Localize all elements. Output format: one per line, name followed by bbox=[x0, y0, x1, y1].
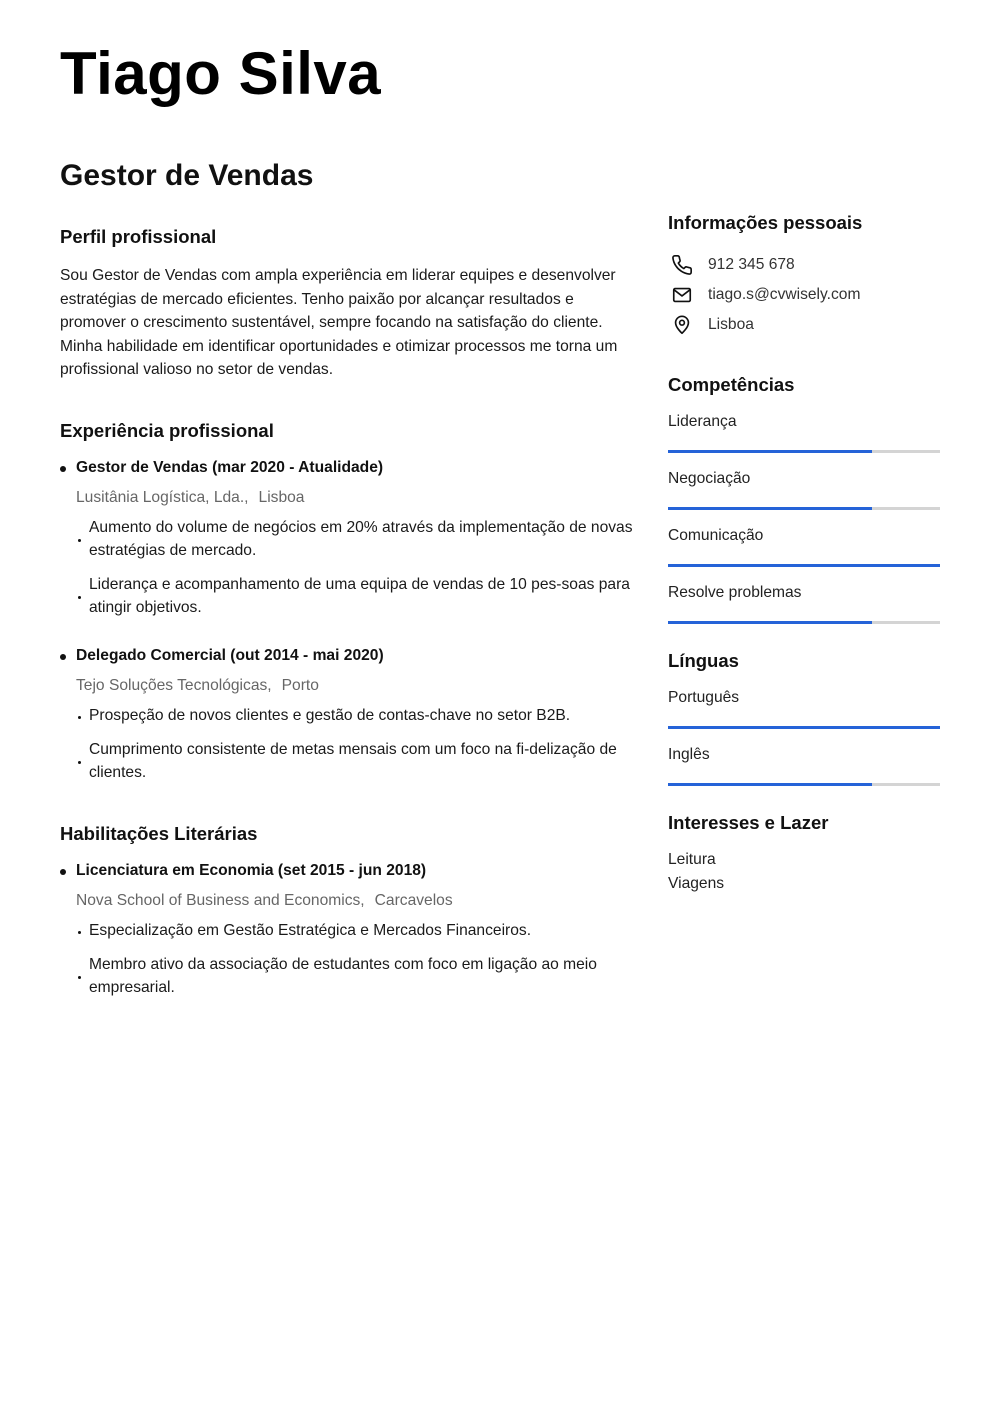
contact-phone bbox=[668, 250, 940, 280]
experience-title: Gestor de Vendas (mar 2020 - Atualidade) bbox=[60, 454, 635, 482]
hobbies-section bbox=[668, 808, 940, 896]
experience-bullets bbox=[60, 704, 635, 785]
experience-company: Tejo Soluções Tecnológicas, bbox=[76, 676, 272, 694]
sidebar-column bbox=[668, 208, 940, 896]
language-bar bbox=[668, 726, 940, 729]
education-bullet: Especialização em Gestão Estratégica e Mercados Financeiros. bbox=[76, 919, 635, 943]
skill-bar-fill bbox=[668, 507, 872, 510]
hobbies-heading: Interesses e Lazer bbox=[668, 812, 829, 833]
experience-location: Porto bbox=[281, 676, 319, 694]
language-label: Português bbox=[668, 689, 740, 706]
skill-bar bbox=[668, 507, 940, 510]
experience-heading: Experiência profissional bbox=[60, 419, 274, 441]
experience-section bbox=[60, 416, 635, 785]
contact-location-text: Lisboa bbox=[708, 316, 754, 333]
contact-email-text: tiago.s@cvwisely.com bbox=[708, 286, 861, 303]
skill-item bbox=[668, 410, 940, 453]
skill-label: Resolve problemas bbox=[668, 584, 802, 601]
contact-location bbox=[668, 310, 940, 340]
experience-location: Lisboa bbox=[258, 488, 305, 506]
experience-bullet: Cumprimento consistente de metas mensais com um foco na fi-delização de clientes. bbox=[76, 738, 635, 785]
experience-bullets bbox=[60, 516, 635, 620]
skill-label: Comunicação bbox=[668, 527, 764, 544]
skill-bar-fill bbox=[668, 621, 872, 624]
experience-company-line bbox=[60, 672, 635, 700]
contact-phone-text: 912 345 678 bbox=[708, 256, 795, 273]
education-bullet: Membro ativo da associação de estudantes com foco em ligação ao meio empresarial. bbox=[76, 953, 635, 1000]
language-bar-fill bbox=[668, 726, 940, 729]
experience-bullet: Aumento do volume de negócios em 20% através da implementação de novas estratégias de mercado. bbox=[76, 516, 635, 563]
hobby-item: Viagens bbox=[668, 875, 725, 892]
experience-bullet: Liderança e acompanhamento de uma equipa de vendas de 10 pes-soas para atingir objetivos. bbox=[76, 573, 635, 620]
profile-heading: Perfil profissional bbox=[60, 226, 217, 247]
experience-company-line bbox=[60, 484, 635, 512]
skill-bar bbox=[668, 621, 940, 624]
languages-section bbox=[668, 646, 940, 786]
language-bar bbox=[668, 783, 940, 786]
skill-item bbox=[668, 581, 940, 624]
language-item bbox=[668, 743, 940, 786]
skill-item bbox=[668, 467, 940, 510]
skill-label: Liderança bbox=[668, 413, 737, 430]
resume-name: Tiago Silva bbox=[60, 40, 382, 107]
education-school-line bbox=[60, 887, 635, 915]
profile-text: Sou Gestor de Vendas com ampla experiência em liderar equipes e desenvolver estratégias de mercado eficientes. Tenho paixão por alcançar resultados e promover o crescimento sustentável, sempre focando na satisfação do cliente. Minha habilidade em identificar oportunidades e otimizar processos me torna um profissional valioso no setor de vendas. bbox=[60, 267, 618, 378]
experience-company: Lusitânia Logística, Lda., bbox=[76, 488, 249, 506]
phone-icon bbox=[668, 254, 696, 276]
skill-bar bbox=[668, 564, 940, 567]
personal-info-heading: Informações pessoais bbox=[668, 212, 863, 233]
personal-info-section bbox=[668, 208, 940, 340]
education-bullets bbox=[60, 919, 635, 1000]
profile-section bbox=[60, 222, 635, 382]
education-heading: Habilitações Literárias bbox=[60, 822, 258, 844]
language-label: Inglês bbox=[668, 746, 710, 763]
language-bar-fill bbox=[668, 783, 872, 786]
experience-entry bbox=[60, 642, 635, 785]
mail-icon bbox=[668, 284, 696, 306]
skill-bar-fill bbox=[668, 450, 872, 453]
experience-title: Delegado Comercial (out 2014 - mai 2020) bbox=[60, 642, 635, 670]
skill-label: Negociação bbox=[668, 470, 751, 487]
language-item bbox=[668, 686, 940, 729]
education-section bbox=[60, 819, 635, 1000]
skills-heading: Competências bbox=[668, 374, 795, 395]
experience-entry bbox=[60, 454, 635, 620]
skill-item bbox=[668, 524, 940, 567]
education-entry bbox=[60, 857, 635, 1000]
education-title: Licenciatura em Economia (set 2015 - jun 2018) bbox=[60, 857, 635, 885]
contact-list bbox=[668, 250, 940, 340]
location-pin-icon bbox=[668, 314, 696, 336]
contact-email bbox=[668, 280, 940, 310]
skill-bar bbox=[668, 450, 940, 453]
skill-bar-fill bbox=[668, 564, 940, 567]
experience-bullet: Prospeção de novos clientes e gestão de contas-chave no setor B2B. bbox=[76, 704, 635, 728]
education-location: Carcavelos bbox=[374, 891, 453, 909]
education-school: Nova School of Business and Economics, bbox=[76, 891, 365, 909]
main-column bbox=[60, 222, 635, 1000]
skills-section bbox=[668, 370, 940, 624]
languages-heading: Línguas bbox=[668, 650, 739, 671]
resume-job-title: Gestor de Vendas bbox=[60, 159, 314, 192]
hobbies-list bbox=[668, 848, 940, 896]
hobby-item: Leitura bbox=[668, 851, 716, 868]
